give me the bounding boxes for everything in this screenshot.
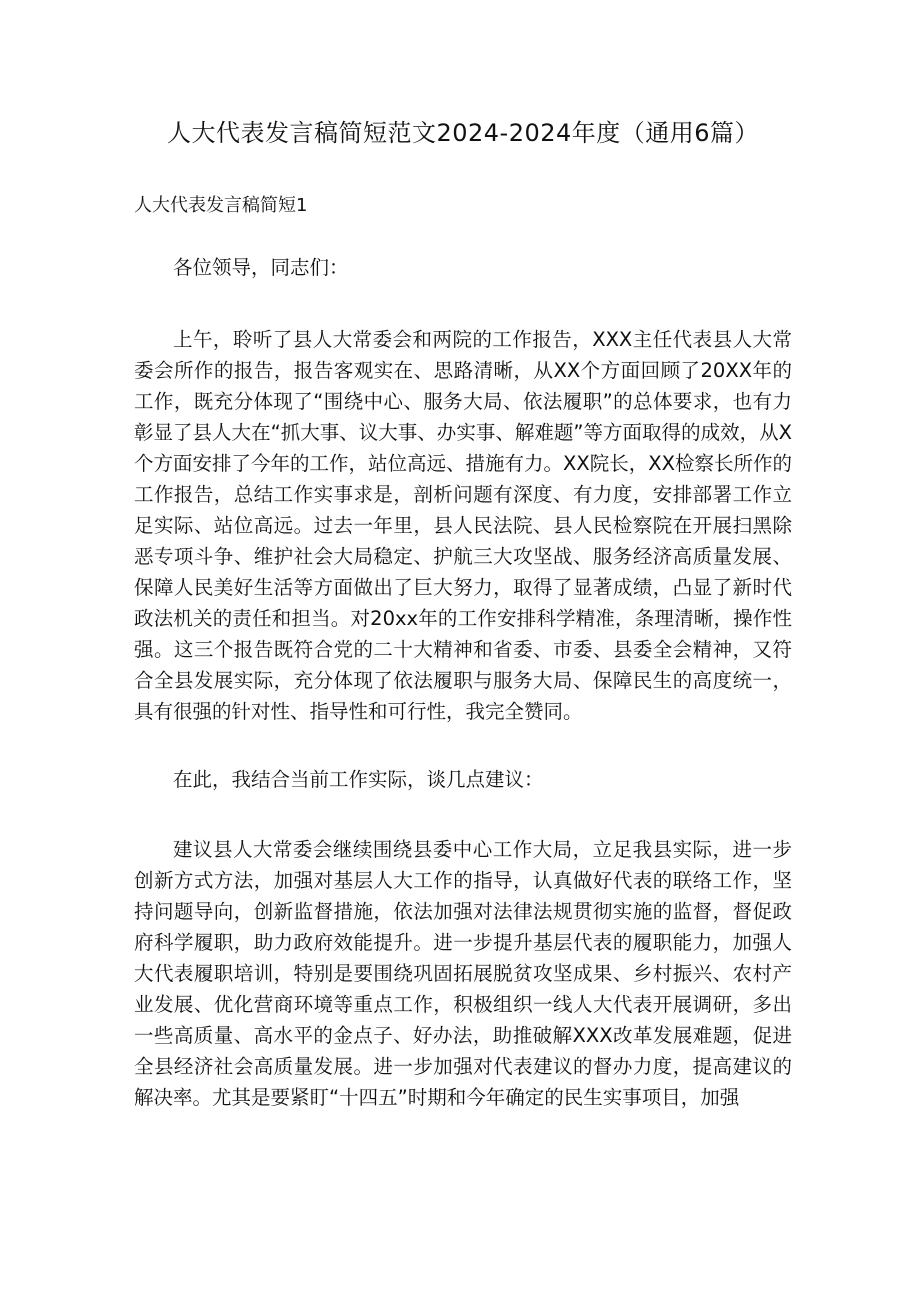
body-paragraph: 建议县人大常委会继续围绕县委中心工作大局，立足我县实际，进一步创新方式方法，加强对基层人大工作的指导，认真做好代表的联络工作，坚持问题导向，创新监督措施，依法加强对法律法规贯彻实施的监督，督促政府科学履职，助力政府效能提升。进一步提升基层代表的履职能力，加强人大代表履职培训，特别是要围绕巩固拓展脱贫攻坚成果、乡村振兴、农村产业发展、优化营商环境等重点工作，积极组织一线人大代表开展调研，多出一些高质量、高水平的金点子、好办法，助推破解XXX改革发展难题，促进全县经济社会高质量发展。进一步加强对代表建议的督办力度，提高建议的解决率。尤其是要紧盯“十四五”时期和今年确定的民生实事项目，加强: [134, 838, 792, 1109]
section-heading: 人大代表发言稿简短1: [134, 195, 308, 216]
intro-paragraph: 在此，我结合当前工作实际，谈几点建议：: [173, 768, 544, 791]
greeting-paragraph: 各位领导，同志们：: [173, 256, 349, 279]
body-paragraph: 上午，聆听了县人大常委会和两院的工作报告，XXX主任代表县人大常委会所作的报告，报告客观实在、思路清晰，从XX个方面回顾了20XX年的工作，既充分体现了“围绕中心、服务大局、依法履职”的总体要求，也有力彰显了县人大在“抓大事、议大事、办实事、解难题”等方面取得的成效，从X个方面安排了今年的工作，站位高远、措施有力。XX院长，XX检察长所作的工作报告，总结工作实事求是，剖析问题有深度、有力度，安排部署工作立足实际、站位高远。过去一年里，县人民法院、县人民检察院在开展扫黑除恶专项斗争、维护社会大局稳定、护航三大攻坚战、服务经济高质量发展、保障人民美好生活等方面做出了巨大努力，取得了显著成绩，凸显了新时代政法机关的责任和担当。对20xx年的工作安排科学精准，条理清晰，操作性强。这三个报告既符合党的二十大精神和省委、市委、县委全会精神，又符合全县发展实际，充分体现了依法履职与服务大局、保障民生的高度统一，具有很强的针对性、指导性和可行性，我完全赞同。: [134, 328, 792, 723]
document-title: 人大代表发言稿简短范文2024-2024年度（通用6篇）: [166, 119, 760, 147]
